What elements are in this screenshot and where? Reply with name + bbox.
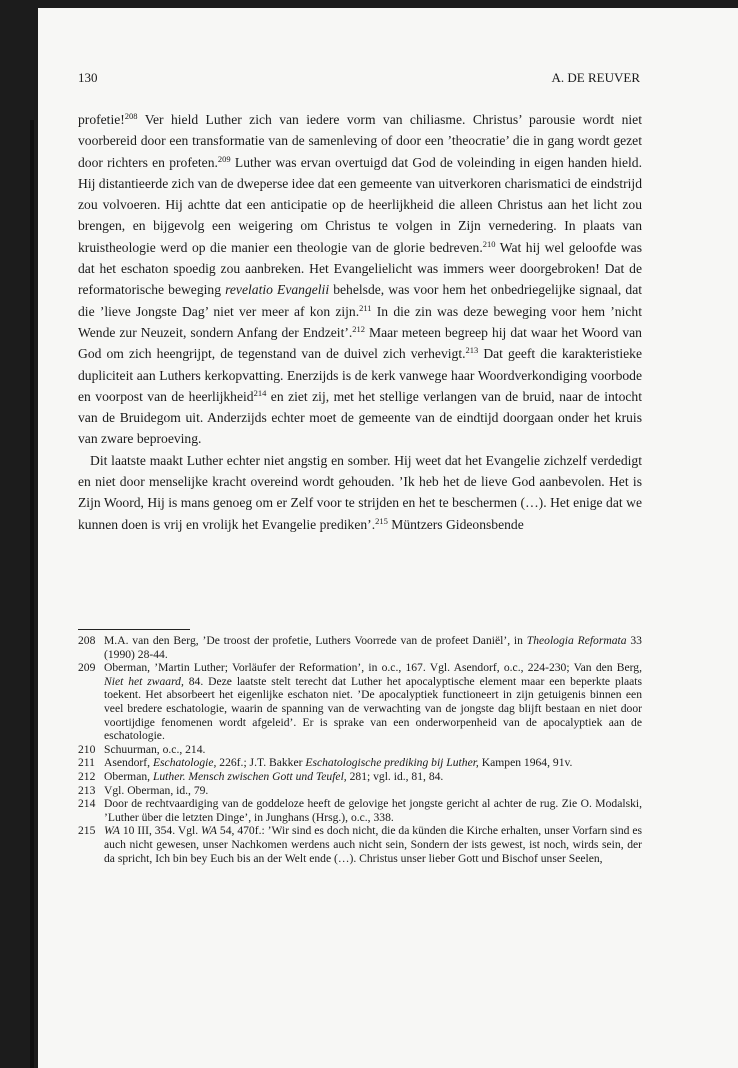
text-run: 226f.; J.T. Bakker: [216, 756, 306, 770]
footnote-text: [104, 824, 642, 865]
footnote-number: 212: [78, 769, 96, 783]
footnote-number: 214: [78, 797, 96, 811]
footnote-212: [78, 770, 642, 784]
text-run: M.A. van den Berg, ’De troost der profetie, Luthers Voorrede van de profeet Daniël’, in: [104, 634, 527, 647]
text-run: 54, 470f.: ’Wir sind es doch nicht, die da künden die Kirche erhalten, unser Vorfarn sind es auch nicht gewesen, unser Nachkomen werdens auch nicht sein, Sondern der ists gewest, ist noch, wirds sein, der da spricht, Ich bin bey Euch bis an der Welt ende (…). Christus unser lieber Gott und Bischof unser Seelen,: [104, 824, 642, 865]
text-run: Oberman,: [104, 769, 153, 783]
text-run: Asendorf,: [104, 756, 153, 770]
text-run: Luther was ervan overtuigd dat God de voleinding in eigen handen hield. Hij distantieerde zich van de dweperse idee dat een gemeente van uitverkoren charismatici de eindstrijd zou volvoeren. Hij achtte dat een anticipatie op de heerlijkheid die alleen Christus aan het licht zou brengen, en bijgevolg een weigering om Christus te volgen in Zijn vernedering. In plaats van kruistheologie werd op die manier een theologie van de glorie bedreven.: [78, 154, 642, 255]
running-head: A. DE REUVER: [551, 70, 640, 85]
footnote-text: [104, 661, 642, 743]
footnotes: [78, 634, 642, 865]
italic-abbrev: WA: [104, 824, 120, 838]
footnote-number: 210: [78, 742, 96, 756]
footnote-text: [104, 756, 642, 770]
footnote-211: [78, 756, 642, 770]
italic-title: Luther. Mensch zwischen Gott und Teufel,: [152, 769, 347, 783]
text-run: behelsde, was voor hem het onbedriegelijke signaal, dat die ’lieve Jongste Dag’ niet ver meer af kon zijn.: [78, 282, 643, 319]
footnote-215: [78, 824, 642, 865]
text-run: 84. Deze laatste stelt terecht dat Luther het apocalyptische element maar een beperkte plaats toekent. Het absorbeert het eigenlijke eschaton niet. ’De apocalyptiek functioneert in zijn getuigenis binnen een veel bredere eschatologie, waarin de spanning van de verwachting van de jongste dag blijft bestaan en niet door voortijdige fenomenen wordt afgeleid’. Er is sprake van een onderworpenheid van de apocalyptiek aan de eschatologie.: [104, 674, 642, 743]
footnote-ref: 213: [465, 345, 479, 356]
text-run: en ziet zij, met het stellige verlangen van de bruid, naar de intocht van de Bruidegom uit. Anderzijds echter moet de gemeente van de eindtijd doorgaan onder het kruis van zware beproeving.: [78, 388, 642, 447]
italic-title: Niet het zwaard,: [104, 674, 184, 688]
text-run: 10 III, 354. Vgl.: [119, 824, 202, 838]
footnote-number: 213: [78, 783, 96, 797]
footnote-ref: 208: [124, 111, 138, 121]
footnote-ref: 215: [375, 515, 388, 526]
text-run: Dit laatste maakt Luther echter niet angstig en somber. Hij weet dat het Evangelie zichzelf verdedigt en niet door menselijke kracht overeind wordt gehouden. ’Ik heb het de lieve God aanbevolen. Het is Zijn Woord, Hij is mans genoeg om er Zelf voor te strijden en het te beschermen (…). Het enige dat we kunnen doen is vrij en vrolijk het Evangelie prediken’.: [78, 452, 642, 532]
text-run: 281; vgl. id., 81, 84.: [346, 769, 444, 783]
italic-title: Theologia Reformata: [526, 634, 627, 647]
body-text: [78, 109, 642, 535]
text-run: Dat geeft die karakteristieke dupliciteit aan Luthers kerkopvatting. Enerzijds is de kerk vanwege haar Woordverkondiging voorbode en voorpost van de heerlijkheid: [78, 346, 642, 404]
text-run: Ver hield Luther zich van iedere vorm van chiliasme. Christus’ parousie wordt niet voorbereid door een transformatie van de samenleving of door een ’theocratie’ die in gang wordt gezet door richters en profeten.: [78, 112, 642, 170]
footnote-ref: 214: [253, 387, 267, 398]
footnote-214: [78, 797, 642, 824]
footnote-number: 208: [78, 634, 96, 647]
footnote-ref: 211: [359, 302, 372, 313]
footnote-text: [104, 770, 642, 784]
binding-edge: [30, 120, 34, 1068]
footnote-number: 211: [78, 756, 95, 770]
italic-term: revelatio Evangelii: [225, 282, 330, 298]
footnote-number: 209: [78, 661, 96, 675]
text-run: profetie!: [78, 112, 125, 127]
paragraph-2: [78, 450, 642, 535]
text-run: In die zin was deze beweging voor hem ’nicht Wende zur Neuzeit, sondern Anfang der Endzeit’.: [78, 303, 642, 340]
paragraph-1: [78, 109, 642, 450]
footnote-text: Vgl. Oberman, id., 79.: [104, 783, 209, 797]
footnote-210: [78, 743, 642, 757]
footnote-text: Door de rechtvaardiging van de goddeloze heeft de gelovige het jongste gericht al achter de rug. Zie O. Modalski, ’Luther über die letzten Dinge’, in Junghans (Hrsg.), o.c., 338.: [104, 797, 642, 824]
footnote-text: Schuurman, o.c., 214.: [104, 742, 206, 756]
text-run: Maar meteen begreep hij dat waar het Woord van God om zich heengrijpt, de tegenstand van de duivel zich verhevigt.: [78, 324, 642, 362]
footnote-text: [104, 634, 642, 661]
text-run: Kampen 1964, 91v.: [478, 756, 573, 770]
italic-title: Eschatologische prediking bij Luther,: [305, 756, 479, 770]
page-number: 130: [78, 70, 98, 85]
footnote-ref: 209: [217, 153, 231, 164]
italic-abbrev: WA: [201, 824, 217, 838]
running-header: [78, 70, 640, 86]
footnote-number: 215: [78, 824, 96, 838]
italic-title: Eschatologie,: [152, 756, 217, 770]
text-run: 33 (1990) 28-44.: [104, 634, 642, 661]
text-run: Wat hij wel geloofde was dat het eschaton spoedig zou aanbreken. Het Evangelielicht was immers weer doorgebroken! Dat de reformatorische beweging: [78, 239, 642, 298]
text-run: Oberman, ’Martin Luther; Vorläufer der Reformation’, in o.c., 167. Vgl. Asendorf, o.c., 224-230; Van den Berg,: [104, 661, 642, 675]
footnote-208: [78, 634, 642, 661]
footnote-ref: 212: [352, 323, 366, 334]
footnote-ref: 210: [482, 238, 496, 249]
text-run: Müntzers Gideonsbende: [387, 516, 524, 532]
footnote-rule: [78, 629, 190, 630]
footnote-209: [78, 661, 642, 743]
footnote-213: [78, 784, 642, 798]
